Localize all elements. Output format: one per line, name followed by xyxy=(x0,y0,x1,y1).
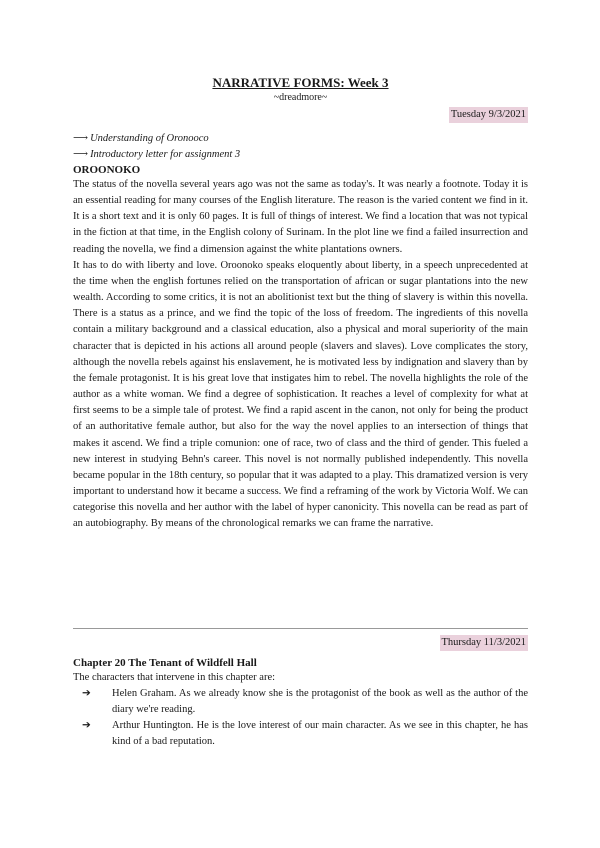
paragraph: It has to do with liberty and love. Oroonoko speaks eloquently about liberty, in a speech unprecedented at the time when the english fortunes relied on the transportation of african or sugar plantations into the new wealth. According to some critics, it is not an abolitionist text but the thing of slavery is within this novella. There is a status as a prince, and we find the topic of the loss of freedom. The ingredients of this novella contain a military background and a classical education, also a physical and moral superiority of the main character that is depicted in his actions all around people (slavers and slaves). Love complicates the story, although the novella rebels against his enslavement, he is motivated less by indignation and slavery than by the female protagonist. It is his great love that instigates him to rebel. The novella highlights the role of the author as a white woman. We find a degree of sophistication. It reaches a level of complexity for what at first seems to be a simple tale of protest. We find a rapid ascent in the canon, not only for being the product of an authoritative female author, but also for the way the novel applies to an intersection of things that makes it ascend. We find a triple comunion: one of race, two of class and the third of gender. This fueled a new interest in studying Behn's career. This novel is not normally published independently. This novella became popular in the 18th century, so popular that it was adapted to a play. This dramatized version is very important to understand how it became a success. We find a reframing of the work by Victoria Wolf. We can categorise this novella and her author with the label of hyper canonicity. This novella can be read as part of an autobiography. By means of the chronological remarks we can frame the narrative. xyxy=(73,259,528,530)
chapter20-section xyxy=(73,632,528,750)
chapter-heading: Chapter 20 The Tenant of Wildfell Hall xyxy=(73,657,257,669)
arrow-bullet-icon: ➔ xyxy=(82,688,91,700)
date-row-1 xyxy=(73,106,528,123)
bullet-text: Understanding of Oronooco xyxy=(90,133,209,144)
list-item-text: Arthur Huntington. He is the love interest of our main character. As we see in this chapter, he has kind of a bad reputation. xyxy=(112,720,528,748)
page-subtitle: ~dreadmore~ xyxy=(273,92,328,103)
arrow-icon: ⟶ xyxy=(73,149,89,160)
week3-notes-section xyxy=(73,75,528,532)
date-badge-tuesday: Tuesday 9/3/2021 xyxy=(449,107,528,123)
list-item xyxy=(73,686,528,718)
bullet-item xyxy=(73,131,528,147)
list-item-text: Helen Graham. As we already know she is the protagonist of the book as well as the author of the diary we're reading. xyxy=(112,688,528,716)
chapter-intro: The characters that intervene in this chapter are: xyxy=(73,672,276,683)
page-title: NARRATIVE FORMS: Week 3 xyxy=(212,75,389,90)
section-divider xyxy=(73,628,528,629)
arrow-bullet-icon: ➔ xyxy=(82,720,91,732)
bullet-text: Introductory letter for assignment 3 xyxy=(90,149,241,160)
date-badge-thursday: Thursday 11/3/2021 xyxy=(440,635,528,651)
paragraph: The status of the novella several years ago was not the same as today's. It was nearly a footnote. Today it is an essential reading for many courses of the English literature. The reason is the varied content we find in it. It is a short text and it is only 60 pages. It is full of things of interest. We find a location that was not typical in the fiction at that time, in the English colony of Surinam. In the plot line we find a failed insurrection and reading the novella, we find a dimension against the white plantations owners. xyxy=(73,179,528,255)
date-row-2 xyxy=(73,634,528,651)
bullet-item xyxy=(73,147,528,163)
section-heading-oroonoko: OROONOKO xyxy=(73,164,141,176)
arrow-icon: ⟶ xyxy=(73,133,89,144)
character-list xyxy=(73,686,528,750)
list-item xyxy=(73,718,528,750)
